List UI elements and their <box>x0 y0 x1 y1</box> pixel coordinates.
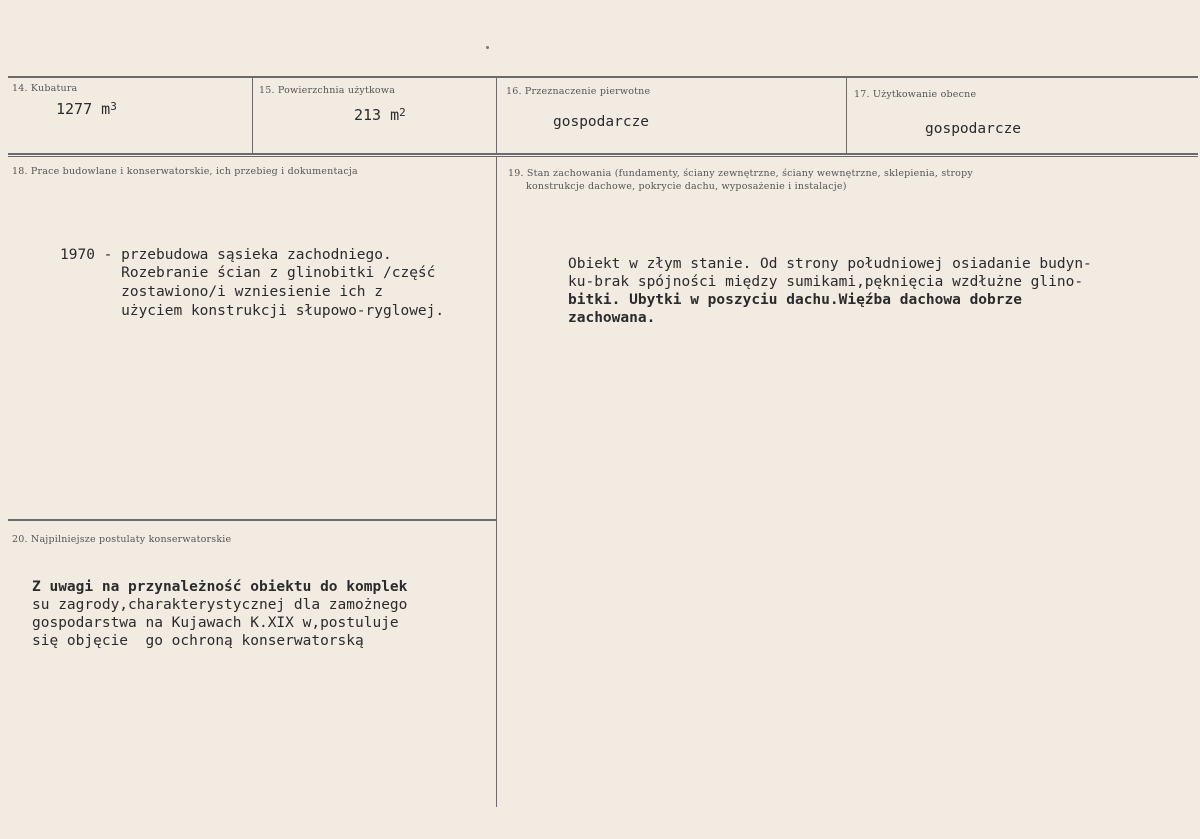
field-16-value: gospodarcze <box>553 114 650 130</box>
field-19-label-line-2: konstrukcje dachowe, pokrycie dachu, wyposażenie i instalacje) <box>526 181 847 192</box>
field-20-line-1: Z uwagi na przynależność obiektu do komplek <box>32 579 408 595</box>
field-20-line-4: się objęcie go ochroną konserwatorską <box>32 633 364 649</box>
field-20-line-2: su zagrody,charakterystycznej dla zamożnego <box>32 597 408 613</box>
field-15-number: 213 m <box>354 106 400 124</box>
divider-lower <box>496 157 497 807</box>
row1-bottom-rule-2 <box>8 156 1198 157</box>
top-rule <box>8 76 1198 78</box>
field-18-line-4: użyciem konstrukcji słupowo-ryglowej. <box>60 303 445 319</box>
field-14-label: 14. Kubatura <box>12 83 78 94</box>
field-18-line-3: zostawiono/i wzniesienie ich z <box>60 284 384 300</box>
divider-14-15 <box>252 78 253 154</box>
field-18-line-2: Rozebranie ścian z glinobitki /część <box>60 265 436 281</box>
speck <box>486 46 489 49</box>
field-15-label: 15. Powierzchnia użytkowa <box>259 85 396 96</box>
field-14-exponent: 3 <box>110 100 117 113</box>
field-15-value <box>354 106 406 126</box>
field-18-line-1: 1970 - przebudowa sąsieka zachodniego. <box>60 247 392 263</box>
field-20-line-3: gospodarstwa na Kujawach K.XIX w,postuluje <box>32 615 399 631</box>
field-19-line-3: bitki. Ubytki w poszyciu dachu.Więźba dachowa dobrze <box>568 292 1022 308</box>
field-15-exponent: 2 <box>399 106 406 119</box>
field-14-number: 1277 m <box>56 100 111 118</box>
field-16-label: 16. Przeznaczenie pierwotne <box>506 86 651 97</box>
field-19-line-1: Obiekt w złym stanie. Od strony południowej osiadanie budyn- <box>568 256 1092 272</box>
field20-top-rule <box>8 519 496 521</box>
divider-16-17 <box>846 78 847 154</box>
divider-15-16 <box>496 78 497 154</box>
field-18-label: 18. Prace budowlane i konserwatorskie, ich przebieg i dokumentacja <box>12 166 358 177</box>
field-17-label: 17. Użytkowanie obecne <box>854 89 977 100</box>
field-19-line-2: ku-brak spójności między sumikami,pęknięcia wzdłużne glino- <box>568 274 1084 290</box>
field-19-line-4: zachowana. <box>568 310 656 326</box>
field-14-value <box>56 100 117 120</box>
field-20-label: 20. Najpilniejsze postulaty konserwatorskie <box>12 534 232 545</box>
row1-bottom-rule <box>8 153 1198 155</box>
field-17-value: gospodarcze <box>925 121 1022 137</box>
field-19-label-line-1: 19. Stan zachowania (fundamenty, ściany zewnętrzne, ściany wewnętrzne, sklepienia, stropy <box>508 168 973 179</box>
